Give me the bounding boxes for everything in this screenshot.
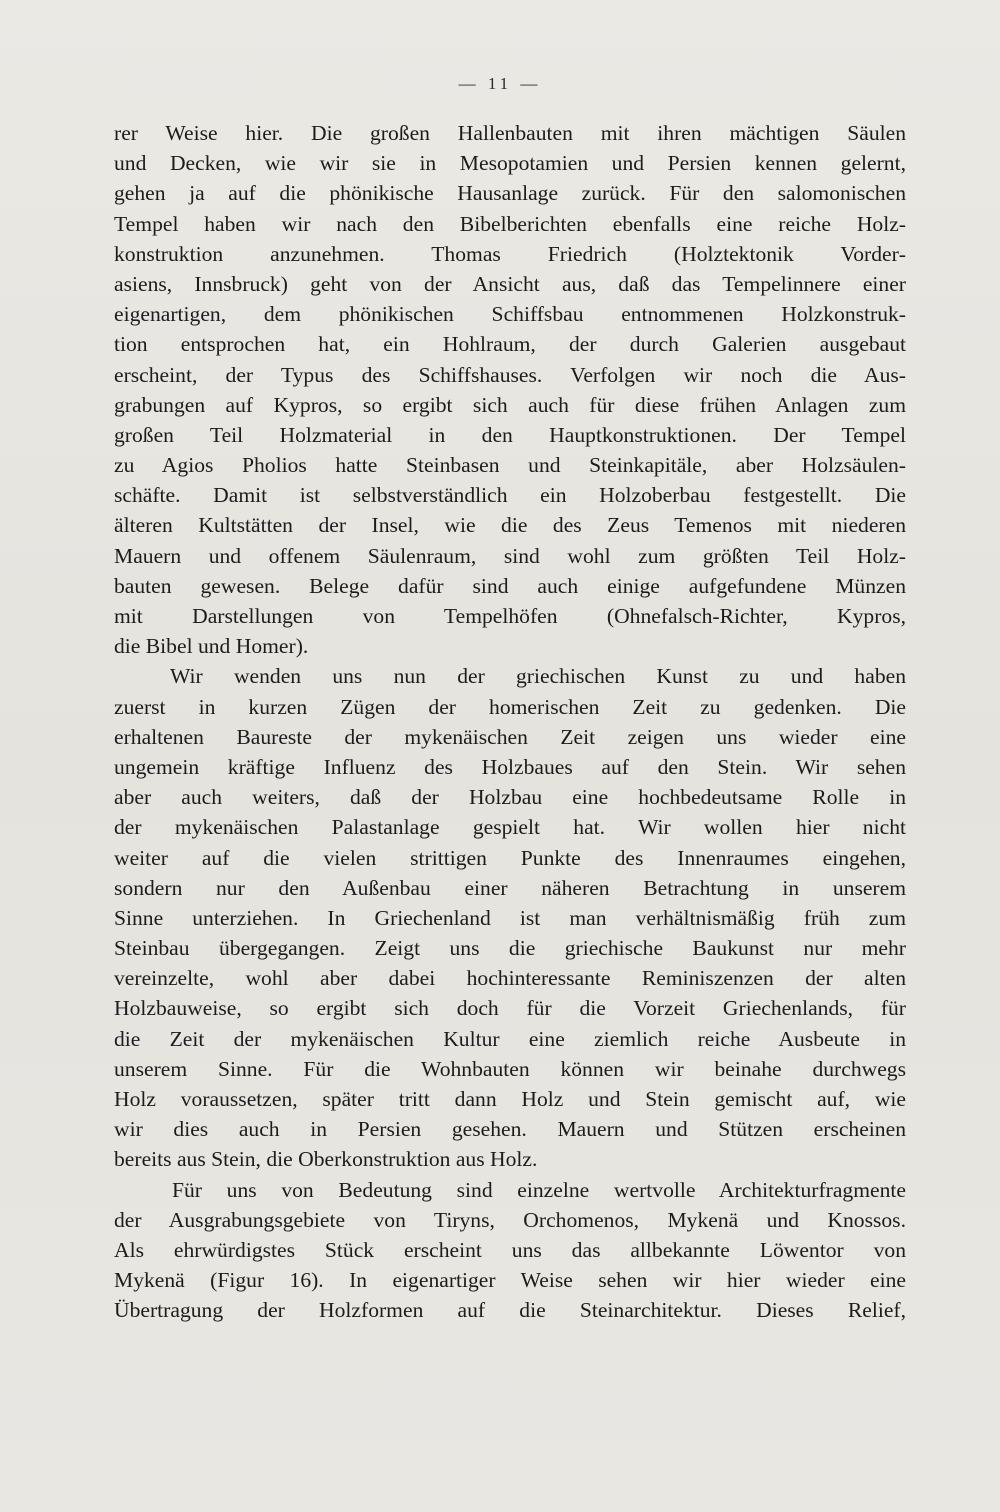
text-line: Übertragung der Holzformen auf die Steinarchitektur. Dieses Relief, (114, 1298, 906, 1323)
text-line: Für uns von Bedeutung sind einzelne wertvolle Architekturfragmente (172, 1177, 906, 1202)
text-line: Holz voraussetzen, später tritt dann Holz und Stein gemischt auf, wie (114, 1087, 906, 1111)
text-line: asiens, Innsbruck) geht von der Ansicht aus, daß das Tempelinnere einer (114, 271, 906, 296)
text-line: tion entsprochen hat, ein Hohlraum, der durch Galerien ausgebaut (114, 332, 906, 357)
text-line: zu Agios Pholios hatte Steinbasen und Steinkapitäle, aber Holzsäulen‑ (114, 453, 906, 478)
body-text (114, 118, 906, 1326)
text-line: erhaltenen Baureste der mykenäischen Zeit zeigen uns wieder eine (114, 724, 906, 749)
text-line: Mykenä (Figur 16). In eigenartiger Weise sehen wir hier wieder eine (114, 1268, 906, 1293)
text-line: der mykenäischen Palastanlage gespielt hat. Wir wollen hier nicht (114, 815, 906, 840)
text-line: der Ausgrabungsgebiete von Tiryns, Orchomenos, Mykenä und Knossos. (114, 1207, 906, 1232)
text-line: und Decken, wie wir sie in Mesopotamien und Persien kennen gelernt, (114, 151, 906, 176)
text-line: Sinne unterziehen. In Griechenland ist man verhältnismäßig früh zum (114, 905, 906, 930)
text-line: Steinbau übergegangen. Zeigt uns die griechische Baukunst nur mehr (114, 936, 906, 961)
text-line: zuerst in kurzen Zügen der homerischen Zeit zu gedenken. Die (114, 694, 906, 719)
text-line: bauten gewesen. Belege dafür sind auch einige aufgefundene Münzen (114, 573, 906, 598)
page-number: — 11 — (458, 74, 542, 93)
text-line: Wir wenden uns nun der griechischen Kunst zu und haben (170, 664, 906, 689)
text-line: mit Darstellungen von Tempelhöfen (Ohnefalsch‑Richter, Kypros, (114, 604, 906, 628)
paragraph-1 (114, 118, 906, 661)
text-line: wir dies auch in Persien gesehen. Mauern und Stützen erscheinen (114, 1117, 906, 1142)
text-line: Mauern und offenem Säulenraum, sind wohl zum größten Teil Holz‑ (114, 543, 906, 568)
text-line: rer Weise hier. Die großen Hallenbauten mit ihren mächtigen Säulen (114, 121, 906, 145)
text-line: bereits aus Stein, die Oberkonstruktion aus Holz. (114, 1147, 538, 1172)
text-line: sondern nur den Außenbau einer näheren Betrachtung in unserem (114, 875, 906, 900)
text-line: konstruktion anzunehmen. Thomas Friedrich (Holztektonik Vorder‑ (114, 241, 906, 266)
text-line: unserem Sinne. Für die Wohnbauten können wir beinahe durchwegs (114, 1056, 906, 1081)
text-line: schäfte. Damit ist selbstverständlich ein Holzoberbau festgestellt. Die (114, 483, 906, 508)
text-line: grabungen auf Kypros, so ergibt sich auch für diese frühen Anlagen zum (114, 392, 906, 417)
text-line: die Bibel und Homer). (114, 634, 309, 659)
text-line: eigenartigen, dem phönikischen Schiffsbau entnommenen Holzkonstruk‑ (114, 302, 906, 327)
text-line: ungemein kräftige Influenz des Holzbaues auf den Stein. Wir sehen (114, 754, 906, 779)
text-line: Tempel haben wir nach den Bibelberichten ebenfalls eine reiche Holz‑ (114, 211, 906, 236)
paragraph-3 (114, 1175, 906, 1326)
text-line: gehen ja auf die phönikische Hausanlage zurück. Für den salomonischen (114, 181, 906, 206)
text-line: aber auch weiters, daß der Holzbau eine hochbedeutsame Rolle in (114, 785, 906, 810)
text-line: Holzbauweise, so ergibt sich doch für die Vorzeit Griechenlands, für (114, 996, 906, 1021)
text-line: älteren Kultstätten der Insel, wie die des Zeus Temenos mit niederen (114, 513, 906, 538)
paragraph-2 (114, 661, 906, 1174)
text-line: weiter auf die vielen strittigen Punkte des Innenraumes eingehen, (114, 845, 906, 870)
text-line: erscheint, der Typus des Schiffshauses. Verfolgen wir noch die Aus‑ (114, 362, 906, 387)
text-line: großen Teil Holzmaterial in den Hauptkonstruktionen. Der Tempel (114, 422, 906, 447)
text-line: die Zeit der mykenäischen Kultur eine ziemlich reiche Ausbeute in (114, 1026, 906, 1051)
text-line: vereinzelte, wohl aber dabei hochinteressante Reminiszenzen der alten (114, 966, 906, 991)
text-line: Als ehrwürdigstes Stück erscheint uns das allbekannte Löwentor von (114, 1237, 906, 1262)
